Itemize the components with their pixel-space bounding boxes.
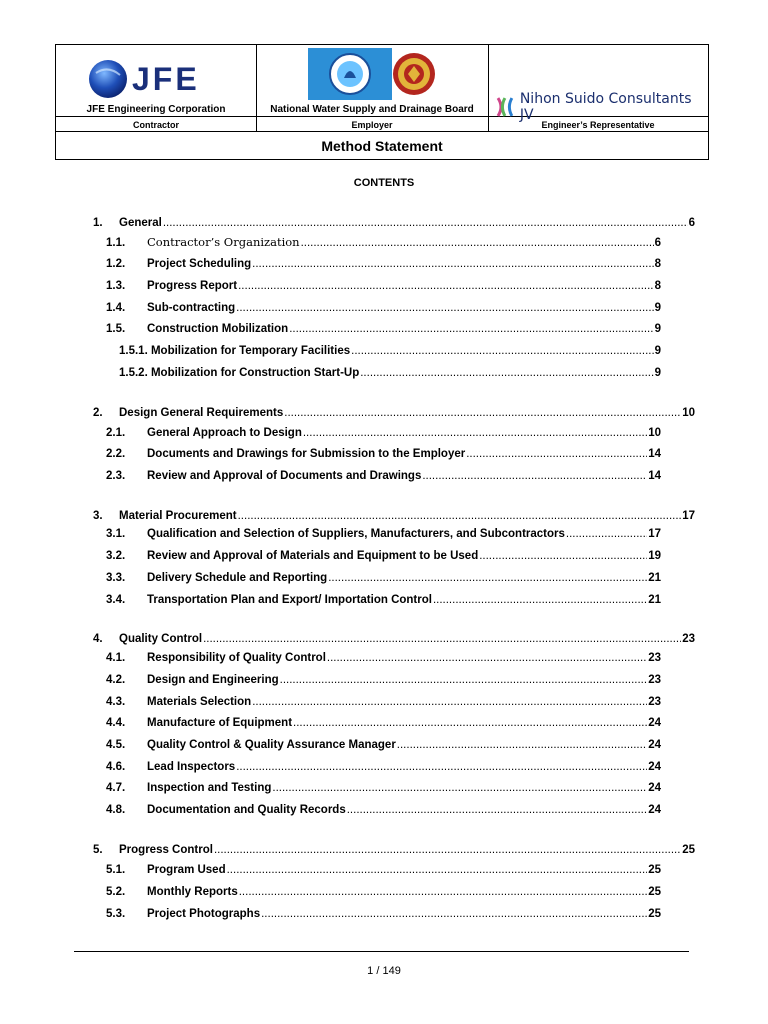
toc-entry-page: 19 [648, 550, 661, 562]
toc-entry-label: Construction Mobilization [147, 323, 289, 335]
toc-entry-page: 23 [648, 696, 661, 708]
toc-entry-label: Quality Control [119, 633, 203, 645]
toc-entry-page: 25 [648, 864, 661, 876]
toc-leader-dots [284, 406, 681, 420]
toc-entry[interactable] [106, 695, 661, 709]
toc-entry-label: Inspection and Testing [147, 782, 272, 794]
toc-entry-page: 23 [682, 633, 695, 645]
toc-entry-page: 25 [648, 886, 661, 898]
toc-entry-number: 5.3. [106, 908, 126, 920]
toc-entry-page: 14 [648, 470, 661, 482]
toc-leader-dots [433, 593, 647, 607]
toc-leader-dots [261, 907, 647, 921]
toc-entry-page: 9 [654, 302, 661, 314]
toc-entry-label: Project Scheduling [147, 258, 252, 270]
toc-entry[interactable] [106, 651, 661, 665]
toc-entry-page: 23 [648, 674, 661, 686]
toc-entry-page: 6 [688, 217, 695, 229]
toc-entry[interactable] [106, 549, 661, 563]
toc-entry-label: Delivery Schedule and Reporting [147, 572, 328, 584]
toc-entry-label: Sub-contracting [147, 302, 236, 314]
toc-entry-number: 3. [93, 510, 103, 522]
toc-leader-dots [422, 469, 647, 483]
toc-entry[interactable] [106, 235, 661, 249]
role-employer: Employer [351, 119, 393, 130]
employer-cell [256, 45, 488, 117]
toc-entry[interactable] [93, 216, 695, 230]
role-engineer: Engineer’s Representative [541, 119, 655, 130]
toc-entry-label: Design and Engineering [147, 674, 279, 686]
document-header [55, 44, 709, 160]
toc-entry-number: 4.8. [106, 804, 126, 816]
toc-entry[interactable] [119, 366, 661, 380]
toc-leader-dots [327, 651, 647, 665]
toc-leader-dots [252, 695, 647, 709]
toc-leader-dots [466, 447, 647, 461]
toc-leader-dots [360, 366, 653, 380]
toc-entry-label: Review and Approval of Documents and Drawings [147, 470, 422, 482]
toc-entry[interactable] [106, 447, 661, 461]
toc-entry[interactable] [106, 716, 661, 730]
jfe-logo-text: JFE [132, 61, 200, 97]
toc-leader-dots [236, 760, 647, 774]
toc-entry-number: 4.5. [106, 739, 126, 751]
toc-entry-page: 8 [654, 280, 661, 292]
toc-leader-dots [301, 236, 654, 250]
toc-entry[interactable] [93, 509, 695, 523]
toc-leader-dots [238, 279, 653, 293]
toc-leader-dots [280, 673, 648, 687]
toc-leader-dots [328, 571, 647, 585]
toc-entry-number: 4.7. [106, 782, 126, 794]
toc-entry-label: Documents and Drawings for Submission to the Employer [147, 448, 466, 460]
toc-entry-number: 3.4. [106, 594, 126, 606]
toc-entry[interactable] [106, 593, 661, 607]
toc-entry-page: 8 [654, 258, 661, 270]
toc-entry-label: Program Used [147, 864, 226, 876]
toc-entry[interactable] [106, 279, 661, 293]
toc-leader-dots [239, 885, 647, 899]
toc-entry-number: 4.6. [106, 761, 126, 773]
toc-entry-label: Lead Inspectors [147, 761, 236, 773]
toc-entry[interactable] [106, 301, 661, 315]
toc-leader-dots [214, 843, 681, 857]
toc-entry-label: Documentation and Quality Records [147, 804, 346, 816]
toc-entry-page: 24 [648, 782, 661, 794]
toc-entry-label: Qualification and Selection of Suppliers, Manufacturers, and Subcontractors [147, 528, 565, 540]
toc-leader-dots [238, 509, 682, 523]
toc-entry-number: 3.1. [106, 528, 126, 540]
toc-entry-label: 1.5.2. Mobilization for Construction Start-Up [119, 367, 360, 379]
toc-entry-label: Progress Control [119, 844, 213, 856]
toc-entry-label: 1.5.1. Mobilization for Temporary Facilities [119, 345, 351, 357]
toc-entry-page: 24 [648, 717, 661, 729]
toc-entry-page: 10 [648, 427, 661, 439]
toc-entry[interactable] [106, 781, 661, 795]
toc-entry[interactable] [106, 863, 661, 877]
toc-entry-number: 5. [93, 844, 103, 856]
engineer-cell [488, 45, 708, 123]
nwsdb-logo [308, 48, 436, 100]
toc-entry[interactable] [106, 803, 661, 817]
nsc-mark-icon [496, 96, 516, 118]
nsc-logo-text: Nihon Suido Consultants JV [519, 91, 692, 123]
toc-leader-dots [351, 344, 653, 358]
toc-entry-label: Project Photographs [147, 908, 261, 920]
toc-entry[interactable] [106, 738, 661, 752]
toc-entry-page: 10 [682, 407, 695, 419]
toc-entry[interactable] [106, 673, 661, 687]
toc-leader-dots [303, 426, 647, 440]
toc-entry-number: 1. [93, 217, 103, 229]
toc-leader-dots [252, 257, 653, 271]
toc-entry-label: Progress Report [147, 280, 238, 292]
toc-entry-page: 9 [654, 367, 661, 379]
employer-name: National Water Supply and Drainage Board [270, 104, 474, 115]
jfe-logo [88, 59, 218, 99]
footer-divider [74, 951, 689, 952]
toc-entry[interactable] [106, 571, 661, 585]
toc-entry-number: 4.3. [106, 696, 126, 708]
toc-entry-number: 5.2. [106, 886, 126, 898]
toc-leader-dots [566, 527, 647, 541]
toc-entry-page: 21 [648, 594, 661, 606]
toc-entry-page: 9 [654, 323, 661, 335]
toc-entry-label: Monthly Reports [147, 886, 238, 898]
toc-entry[interactable] [106, 907, 661, 921]
toc-entry-number: 2.1. [106, 427, 126, 439]
toc-leader-dots [203, 632, 681, 646]
toc-entry-number: 2.3. [106, 470, 126, 482]
toc-entry[interactable] [106, 426, 661, 440]
toc-entry-number: 4.2. [106, 674, 126, 686]
toc-entry-label: General Approach to Design [147, 427, 302, 439]
toc-entry[interactable] [106, 322, 661, 336]
toc-entry-page: 25 [682, 844, 695, 856]
toc-entry-number: 4.1. [106, 652, 126, 664]
toc-leader-dots [289, 322, 653, 336]
toc-entry-page: 24 [648, 761, 661, 773]
toc-entry-page: 25 [648, 908, 661, 920]
toc-entry-label: Design General Requirements [119, 407, 284, 419]
toc-entry-number: 2.2. [106, 448, 126, 460]
toc-entry-number: 3.2. [106, 550, 126, 562]
toc-entry-page: 23 [648, 652, 661, 664]
toc-entry-number: 4.4. [106, 717, 126, 729]
toc-entry-number: 1.4. [106, 302, 126, 314]
toc-entry-label: Manufacture of Equipment [147, 717, 293, 729]
toc-entry-number: 4. [93, 633, 103, 645]
contractor-name: JFE Engineering Corporation [86, 104, 226, 115]
toc-leader-dots [479, 549, 647, 563]
toc-leader-dots [347, 803, 647, 817]
toc-entry-number: 3.3. [106, 572, 126, 584]
toc-entry-number: 2. [93, 407, 103, 419]
toc-entry-label: Transportation Plan and Export/ Importation Control [147, 594, 432, 606]
toc-entry-page: 17 [682, 510, 695, 522]
toc-entry-page: 9 [654, 345, 661, 357]
toc-entry-label: Quality Control & Quality Assurance Manager [147, 739, 396, 751]
toc-entry-page: 24 [648, 739, 661, 751]
toc-entry[interactable] [106, 257, 661, 271]
contents-heading: CONTENTS [353, 177, 415, 189]
toc-entry-number: 1.1. [106, 237, 126, 249]
contractor-cell [56, 45, 256, 117]
toc-entry-page: 17 [648, 528, 661, 540]
toc-entry[interactable] [93, 406, 695, 420]
toc-leader-dots [272, 781, 647, 795]
toc-entry[interactable] [106, 885, 661, 899]
toc-entry-page: 21 [648, 572, 661, 584]
toc-leader-dots [227, 863, 648, 877]
toc-entry-label: General [119, 217, 162, 229]
toc-leader-dots [236, 301, 653, 315]
toc-leader-dots [293, 716, 647, 730]
toc-entry-page: 24 [648, 804, 661, 816]
toc-leader-dots [163, 216, 688, 230]
toc-entry-label: Material Procurement [119, 510, 237, 522]
toc-entry-number: 1.2. [106, 258, 126, 270]
toc-entry-number: 5.1. [106, 864, 126, 876]
toc-entry-label: Responsibility of Quality Control [147, 652, 326, 664]
toc-entry-label: Materials Selection [147, 696, 252, 708]
page-indicator: 1 / 149 [367, 965, 401, 977]
toc-entry[interactable] [93, 843, 695, 857]
toc-entry-number: 1.3. [106, 280, 126, 292]
document-title: Method Statement [321, 137, 443, 154]
toc-entry-label: Contractor’s Organization [147, 235, 300, 249]
toc-entry[interactable] [93, 632, 695, 646]
role-contractor: Contractor [132, 119, 179, 130]
toc-entry-page: 14 [648, 448, 661, 460]
toc-leader-dots [397, 738, 647, 752]
toc-entry-label: Review and Approval of Materials and Equipment to be Used [147, 550, 479, 562]
toc-entry[interactable] [106, 760, 661, 774]
toc-entry[interactable] [119, 344, 661, 358]
toc-entry[interactable] [106, 469, 661, 483]
toc-entry[interactable] [106, 527, 661, 541]
toc-entry-number: 1.5. [106, 323, 126, 335]
toc-entry-page: 6 [654, 237, 661, 249]
